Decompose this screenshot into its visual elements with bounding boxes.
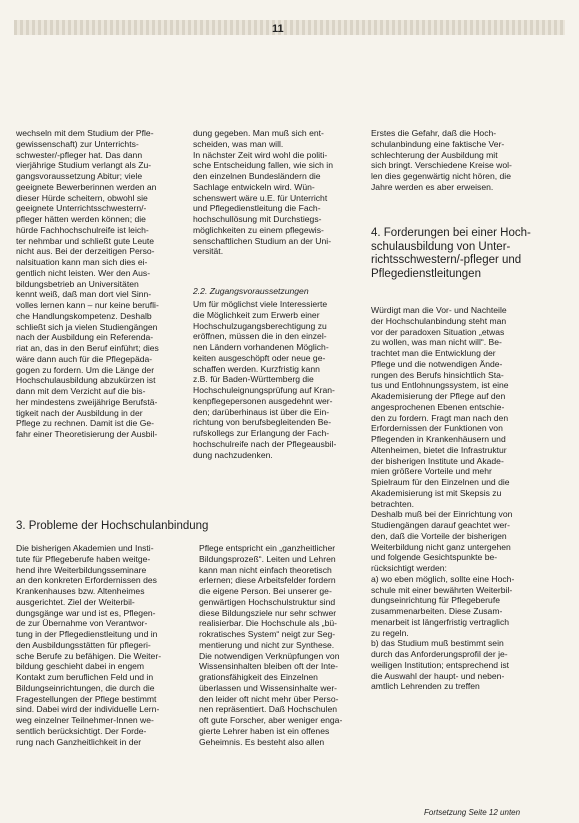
paragraph: Erstes die Gefahr, daß die Hoch- schulanbindung eine faktische Ver- schlechterung der Ausbildung mit sich bringt. Verschiedene Kreise wol- len dies gegenwärtig nicht hören, die Jahre werden es aber erweisen. [371, 128, 512, 192]
subheading: 2.2. Zugangsvoraussetzungen [193, 286, 309, 296]
paragraph: wechseln mit dem Studium der Pfle- gewissenschaft) zur Unterrichts- schwester/-pfleger hat. Das dann vierjährige Studium verlangt als Zu- gangsvoraussetzung Abitur; viele geeignete Bewerberinnen werden an dieser Hürde scheitern, obwohl sie geeignete Unterrichtsschwestern/- pfleger hätten werden können; die hürde Fachhochschulreife ist leich- ter nehmbar und schließt gute Leute nicht aus. Bei der derzeitigen Perso- nalsituation kann man sich dies ei- gentlich nicht leisten. Wer den Aus- bildungsbetrieb an Universitäten kennt weiß, daß man dort viel Sinn- volles lernen kann – nur keine berufli- che Handlungskompetenz. Deshalb schließt sich ja vielen Studiengängen nach der Ausbildung ein Referenda- riat an, das in den Beruf einführt; dies wäre dann auch für die Pflegepäda- gogen zu fordern. Um die Länge der Hochschulausbildung abzukürzen ist dann mit dem Verzicht auf die bis- her mindestens zweijährige Berufstä- tigkeit nach der Ausbildung in der Pflege zu rechnen. Damit ist die Ge- fahr einer Theoretisierung der Ausbil- [16, 128, 159, 439]
column-2-lower [193, 299, 365, 460]
paragraph: Die bisherigen Akademien und Insti- tute für Pflegeberufe haben weitge- hend ihre Weiterbildungsseminare an den konkreten Erfordernissen des Krankenhauses bzw. Altenheimes ausgerichtet. Ziel der Weiterbil- dungsgänge war und ist es, Pflegen- de zur Übernahme von Verantwor- tung in der Pflegedienstleitung und in den Ausbildungsstätten für pflegeri- sche Berufe zu befähigen. Die Weiter- bildung geschieht dabei in engem Kontakt zum beruflichen Feld und in Bildungseinrichtungen, die durch die Fragestellungen der Pflege bestimmt sind. Dabei wird der individuelle Lern- weg einzelner Teilnehmer-Innen we- sentlich berücksichtigt. Der Forde- rung nach Ganzheitlichkeit in der [16, 543, 162, 747]
paragraph: Um für möglichst viele Interessierte die Möglichkeit zum Erwerb einer Hochschulzugangsberechtigung zu eröffnen, müssen die in den einzel- nen Ländern vorhandenen Möglich- keiten ausgeschöpft oder neue ge- schaffen werden. Kurzfristig kann z.B. für Baden-Württemberg die Hochschuleignungsprüfung auf Kran- kenpflegepersonen ausgedehnt wer- den; darüberhinaus ist über die Ein- richtung von berufsbegleitenden Be- rufskollegs zur Erlangung der Fach- hochschulreife nach der Pflegeausbil- dung nachzudenken. [193, 299, 337, 460]
continued-note: Fortsetzung Seite 12 unten [424, 808, 521, 817]
column-3 [371, 128, 543, 193]
paragraph: Würdigt man die Vor- und Nachteile der Hochschulanbindung steht man vor der paradoxen Situation „etwas zu wollen, was man nicht will“. Be- trachtet man die Entwicklung der Pflege und die notwendigen Ände- rungen des Berufs hinsichtlich Sta- tus und Entlohnungssystem, ist eine Akademisierung der Pflege auf den angesprochenen Ebenen entschie- den zu fordern. Fragt man nach den Erfordernissen der Funktionen von Pflegenden in Krankenhäusern und Altenheimen, bietet die Infrastruktur der bisherigen Institute und Akade- mien größere Vorteile und mehr Spielraum für den Einzelnen und die Akademisierung ist mit Skepsis zu betrachten. Deshalb muß bei der Einrichtung von Studiengängen darauf geachtet wer- den, daß die Vorteile der bisherigen Weiterbildung nicht ganz untergehen und folgende Gesichtspunkte be- rücksichtigt werden: a) wo eben möglich, sollte eine Hoch- schule mit einer bewährten Weiterbil- dungseinrichtung für Pflegeberufe zusammenarbeiten. Diese Zusam- menarbeit ist längerfristig vertraglich zu regeln. b) das Studium muß bestimmt sein durch das Anforderungsprofil der je- weiligen Institution; entsprechend ist die Auswahl der haupt- und neben- amtlich Lehrenden zu treffen [371, 305, 515, 692]
column-2 [193, 128, 365, 257]
section-heading-4: 4. Forderungen bei einer Hoch- schulausbildung von Unter- richtsschwestern/-pfleger und Pflegedienstleitungen [371, 227, 531, 280]
paragraph: dung gegeben. Man muß sich ent- scheiden, was man will. In nächster Zeit wird wohl die politi- sche Entscheidung fallen, wie sich in den einzelnen Bundesländern die Sachlage entwickeln wird. Wün- schenswert wäre u.E. für Unterricht und Pflegedienstleitung die Fach- hochschullösung mit Durchstiegs- möglichkeiten zu einem pflegewis- senschaftlichen Studium an der Uni- versität. [193, 128, 333, 257]
section-heading-3: 3. Probleme der Hochschulanbindung [16, 520, 209, 532]
paragraph: Pflege entspricht ein „ganzheitlicher Bildungsprozeß“. Leiten und Lehren kann man nicht einfach theoretisch erlernen; diese Arbeitsfelder fordern die eigene Person. Bei unserer ge- genwärtigen Hochschulstruktur sind diese Bildungsziele nur sehr schwer realisierbar. Die Hochschule als „bü- rokratisches System“ neigt zur Seg- mentierung und nicht zur Synthese. Die notwendigen Verknüpfungen von Wissensinhalten bleiben oft der Inte- grationsfähigkeit des Einzelnen überlassen und Wissensinhalte wer- den leider oft nicht mehr über Perso- nen repräsentiert. Daß Hochschulen oft gute Forscher, aber weniger enga- gierte Lehrer haben ist ein offenes Geheimnis. Es besteht also allen [199, 543, 343, 747]
header-bar [14, 20, 565, 35]
column-3-lower [371, 305, 543, 692]
section-3-column-2 [199, 543, 365, 747]
section-3-column-1 [16, 543, 188, 747]
page-number: 11 [272, 23, 284, 35]
column-1 [16, 128, 188, 440]
